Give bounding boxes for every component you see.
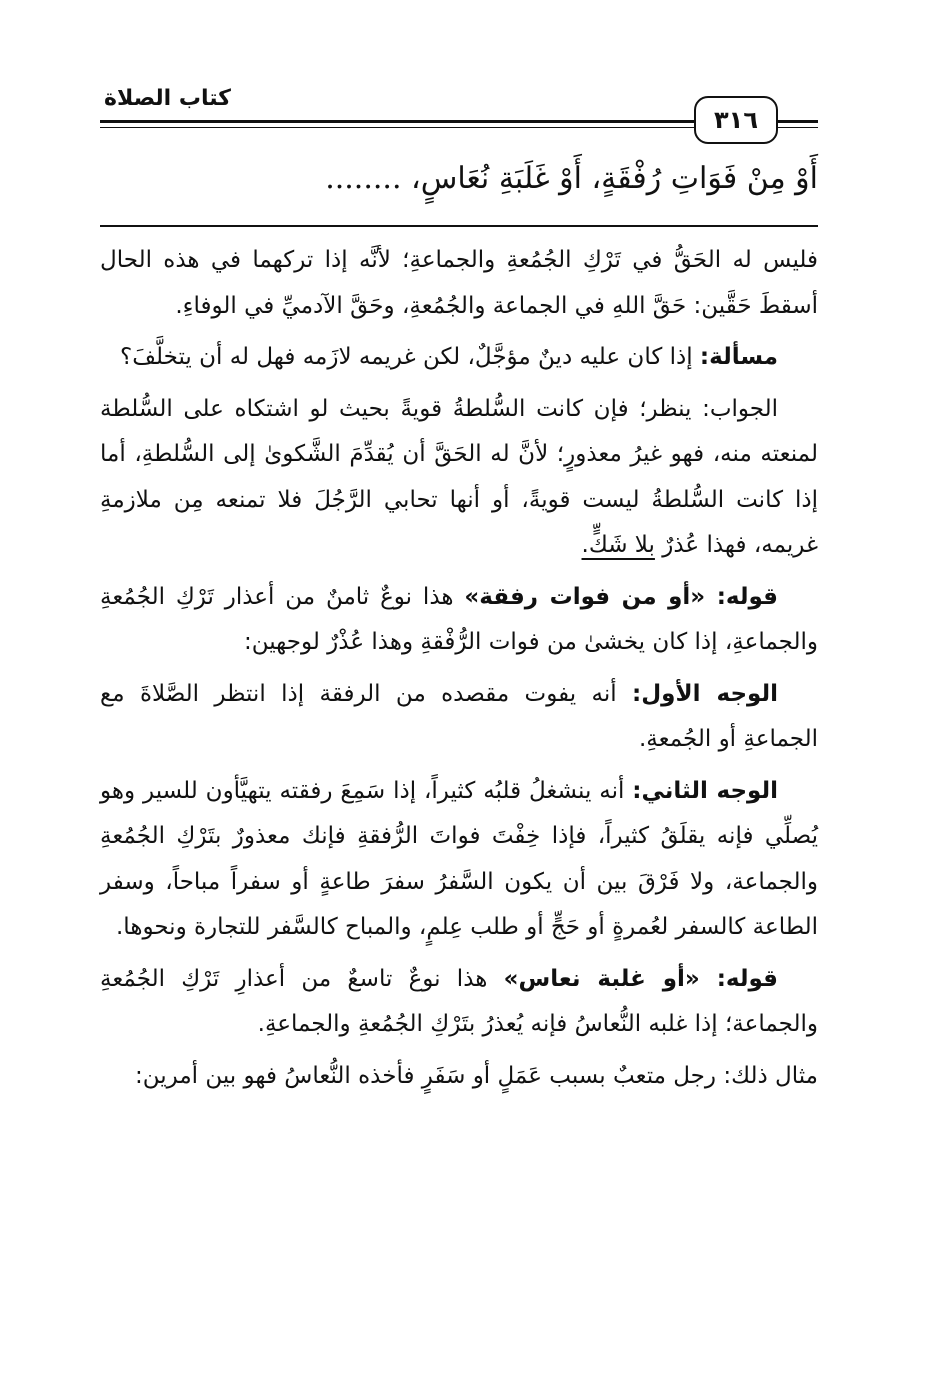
matn-quote: «أو غلبة نعاس» [503, 965, 717, 992]
header-rule [100, 120, 698, 123]
page-header [100, 88, 818, 138]
paragraph [100, 769, 818, 951]
header-rule-right [778, 120, 818, 123]
page-number-text: ٣١٦ [714, 106, 758, 134]
paragraph-lead: الوجه الأول: [632, 680, 778, 707]
header-rule-thin [100, 127, 698, 128]
header-rule-right-thin [778, 127, 818, 128]
paragraph-text: هذا نوعٌ تاسعٌ من أعذارِ تَرْكِ الجُمُعةِ والجماعة؛ إذا غلبه النُّعاسُ فإنه يُعذرُ بتَرْكِ الجُمُعةِ والجماعةِ. [100, 965, 818, 1037]
paragraph-text: هذا نوعٌ ثامنٌ من أعذار تَرْكِ الجُمُعةِ والجماعةِ، إذا كان يخشىٰ من فوات الرُّفْقةِ وهذا عُذْرٌ لوجهين: [100, 583, 818, 655]
matn-quote: «أو من فوات رفقة» [464, 583, 717, 610]
paragraph [100, 1054, 818, 1100]
matn-separator [100, 225, 818, 227]
paragraph [100, 957, 818, 1048]
paragraph [100, 335, 818, 381]
matn-line: أَوْ مِنْ فَوَاتِ رُفْقَةٍ، أَوْ غَلَبَةِ نُعَاسٍ، ........ [325, 161, 818, 196]
paragraph-lead: قوله: [716, 965, 778, 992]
paragraph-text: الجواب: ينظر؛ فإن كانت السُّلطةُ قويةً بحيث لو اشتكاه على السُّلطة لمنعته منه، فهو غيرُ معذورٍ؛ لأنَّ له الحَقَّ أن يُقدِّمَ الشَّكوىٰ إلى السُّلطةِ، أما إذا كانت السُّلطةُ ليست قويةً، أو أنها تحابي الرَّجُلَ فلا تمنعه مِن ملازمةِ غريمه، فهذا عُذرٌ [100, 395, 818, 558]
paragraph [100, 575, 818, 666]
underlined-phrase: بلا شَكٍّ. [581, 532, 655, 558]
paragraph [100, 238, 818, 329]
paragraph-lead: قوله: [716, 583, 778, 610]
paragraph-text: فليس له الحَقُّ في تَرْكِ الجُمُعةِ والجماعةِ؛ لأنَّه إذا تركهما في هذه الحال أسقطَ حَقَّين: حَقَّ اللهِ في الجماعة والجُمُعةِ، وحَقَّ الآدميِّ في الوفاءِ. [100, 247, 818, 319]
paragraph-lead: مسألة: [699, 344, 778, 370]
book-title: كتاب الصلاة [100, 86, 235, 111]
paragraph-lead: الوجه الثاني: [632, 777, 778, 804]
paragraph [100, 672, 818, 763]
paragraph-text: إذا كان عليه دينٌ مؤجَّلٌ، لكن غريمه لازَمه فهل له أن يتخلَّفَ؟ [120, 344, 700, 370]
paragraph-text: أنه ينشغلُ قلبُه كثيراً، إذا سَمِعَ رفقته يتهيَّأون للسير وهو يُصلِّي فإنه يقلَقُ كثيراً، فإذا خِفْتَ فواتَ الرُّفقةِ فإنك معذورٌ بتَرْكِ الجُمُعةِ والجماعة، ولا فَرْقَ بين أن يكون السَّفرُ سفرَ طاعةٍ أو سفراً مباحاً، وسفر الطاعة كالسفر لعُمرةٍ أو حَجٍّ أو طلب عِلمٍ، والمباح كالسَّفر للتجارة ونحوها. [100, 777, 818, 940]
commentary-body [100, 238, 818, 1105]
paragraph-text: مثال ذلك: رجل متعبٌ بسبب عَمَلٍ أو سَفَرٍ فأخذه النُّعاسُ فهو بين أمرين: [134, 1062, 818, 1089]
paragraph [100, 387, 818, 569]
page-number [694, 96, 778, 144]
paragraph-text: أنه يفوت مقصده من الرفقة إذا انتظر الصَّلاةَ مع الجماعةِ أو الجُمعةِ. [100, 680, 818, 752]
